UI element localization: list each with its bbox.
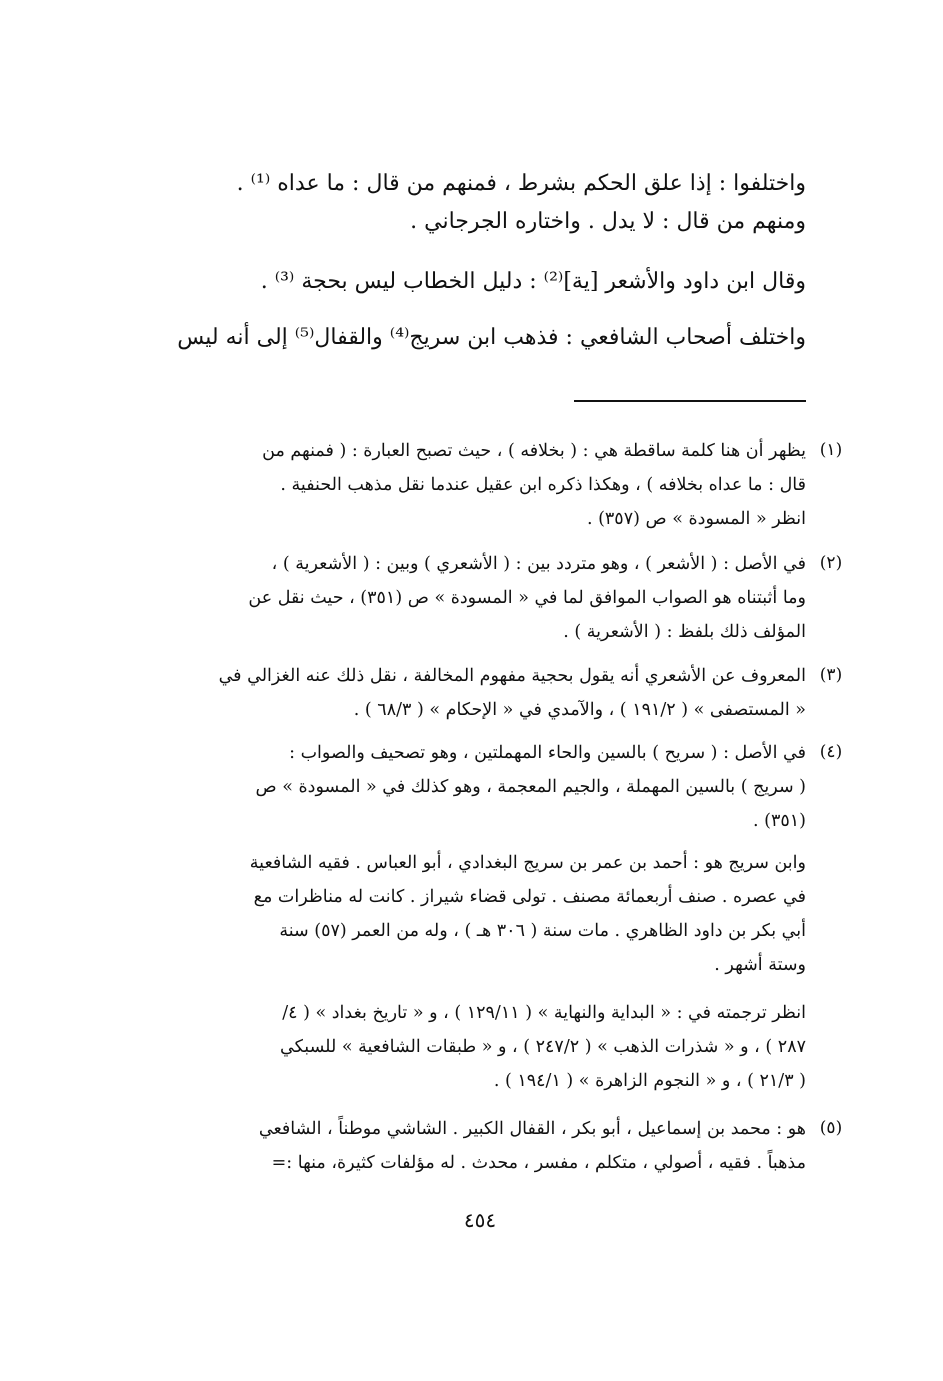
- footnote-number: (٣): [819, 665, 843, 685]
- footnote-line: « المستصفى » ( ١٩١/٢ ) ، والآمدي في « الإحكام » ( ٦٨/٣ ) .: [353, 700, 806, 720]
- footnote-line: (٣٥١) .: [753, 811, 806, 831]
- footnote-line: قال : ما عداه بخلافه ) ، وهكذا ذكره ابن عقيل عندما نقل مذهب الحنفية .: [280, 475, 806, 495]
- footnote-line: ٢٨٧ ) ، و « شذرات الذهب » ( ٢٤٧/٢ ) ، و « طبقات الشافعية » للسبكي: [280, 1037, 806, 1057]
- main-text-line: وقال ابن داود والأشعر [ية]⁽²⁾ : دليل الخطاب ليس بحجة ⁽³⁾ .: [260, 269, 806, 294]
- book-page: [158, 150, 843, 1350]
- page-number: ٤٥٤: [463, 1208, 497, 1232]
- footnote-line: انظر ترجمته في : « البداية والنهاية » ( ١٢٩/١١ ) ، و « تاريخ بغداد » ( ٤/: [282, 1003, 806, 1023]
- footnote-separator: [574, 400, 806, 402]
- footnote-line: ( ٢١/٣ ) ، و « النجوم الزاهرة » ( ١٩٤/١ ) .: [493, 1071, 806, 1091]
- footnote-line: أبي بكر بن داود الظاهري . مات سنة ( ٣٠٦ هـ ) ، وله من العمر (٥٧) سنة: [279, 921, 806, 941]
- footnote-line: في عصره . صنف أربعمائة مصنف . تولى قضاء شيراز . كانت له مناظرات مع: [253, 887, 806, 907]
- footnote-line: وما أثبتناه هو الصواب الموافق لما في « المسودة » ص (٣٥١) ، حيث نقل عن: [248, 588, 806, 608]
- footnote-line: وستة أشهر .: [714, 955, 806, 975]
- footnote-line: مذهباً . فقيه ، أصولي ، متكلم ، مفسر ، محدث . له مؤلفات كثيرة، منها :=: [271, 1153, 806, 1173]
- footnote-line: انظر « المسودة » ص (٣٥٧) .: [586, 509, 806, 529]
- footnote-line: هو : محمد بن إسماعيل ، أبو بكر ، القفال الكبير . الشاشي موطناً ، الشافعي: [258, 1119, 806, 1139]
- footnote-line: في الأصل : ( الأشعر ) ، وهو متردد بين : ( الأشعري ) وبين : ( الأشعرية ) ،: [271, 554, 806, 574]
- footnote-line: المؤلف ذلك بلفظ : ( الأشعرية ) .: [563, 622, 806, 642]
- footnote-number: (٥): [819, 1118, 843, 1138]
- main-text-line: ومنهم من قال : لا يدل . واختاره الجرجاني .: [410, 209, 806, 234]
- footnote-line: المعروف عن الأشعري أنه يقول بحجية مفهوم المخالفة ، نقل ذلك عنه الغزالي في: [218, 666, 806, 686]
- footnote-line: ( سريج ) بالسين المهملة ، والجيم المعجمة ، وهو كذلك في « المسودة » ص: [255, 777, 806, 797]
- footnote-line: يظهر أن هنا كلمة ساقطة هي : ( بخلافه ) ، حيث تصبح العبارة : ( فمنهم من: [262, 441, 806, 461]
- footnote-number: (١): [819, 440, 843, 460]
- footnote-line: وابن سريج هو : أحمد بن عمر بن سريج البغدادي ، أبو العباس . فقيه الشافعية: [249, 853, 806, 873]
- footnote-line: في الأصل : ( سريح ) بالسين والحاء المهملتين ، وهو تصحيف والصواب :: [289, 743, 806, 763]
- footnote-number: (٤): [819, 742, 843, 762]
- main-text-line: واختلف أصحاب الشافعي : فذهب ابن سريج⁽⁴⁾ والقفال⁽⁵⁾ إلى أنه ليس: [177, 325, 806, 350]
- footnote-number: (٢): [819, 553, 843, 573]
- main-text-line: واختلفوا : إذا علق الحكم بشرط ، فمنهم من قال : ما عداه ⁽¹⁾ .: [236, 171, 806, 196]
